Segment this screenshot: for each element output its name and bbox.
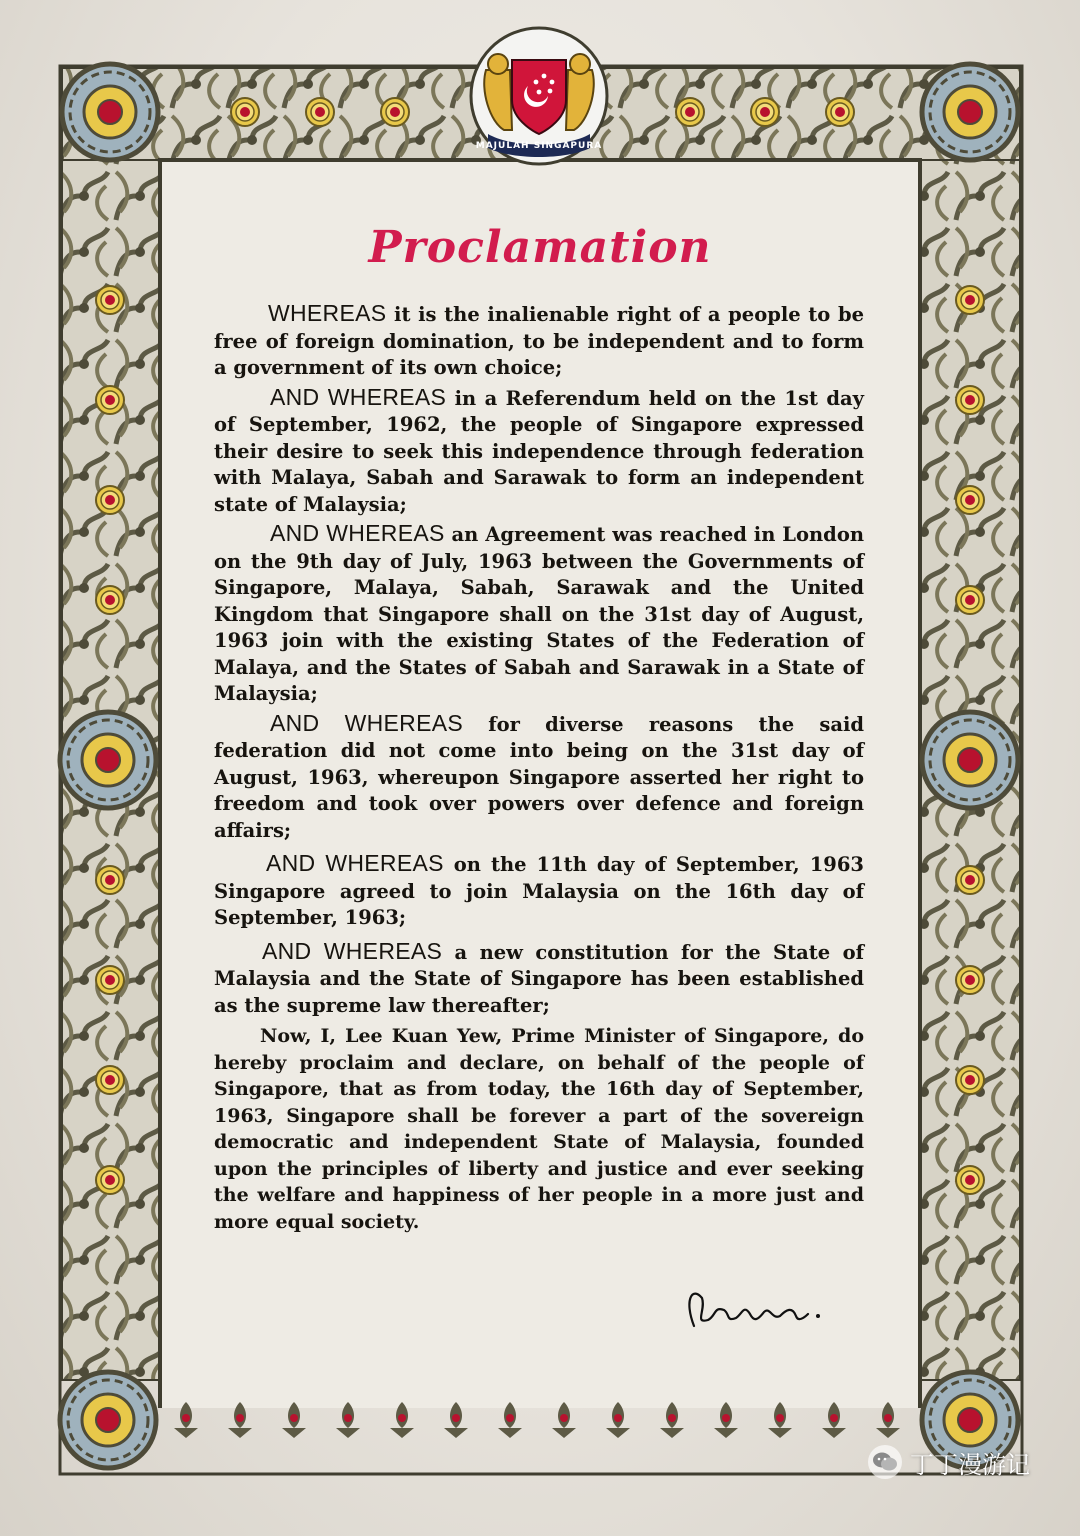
paragraph-body: a new constitution for the State of Malaysia and the State of Singapore has been established as the supreme law thereafter; [214, 940, 864, 1017]
paragraph-body: in a Referendum held on the 1st day of September, 1962, the people of Singapore expressed their desire to seek this independence through federation with Malaya, Sabah and Sarawak to form an independent state of Malaysia; [214, 386, 864, 516]
paragraph-body: an Agreement was reached in London on the 9th day of July, 1963 between the Governments of Singapore, Malaya, Sabah, Sarawak and the United Kingdom that Singapore shall on the 31st day of August, 1963 join with the existing States of the Federation of Malaya, and the States of Sabah and Sarawak in a State of Malaysia; [214, 523, 864, 705]
document-title: Proclamation [368, 222, 712, 273]
paragraph-body: it is the inalienable right of a people to be free of foreign domination, to be independent and to form a government of its own choice; [214, 303, 864, 379]
paragraph-lead: AND WHEREAS [270, 383, 447, 410]
paragraph-7 [214, 1023, 864, 1235]
paragraph-lead: AND WHEREAS [266, 850, 444, 876]
paragraph-body: on the 11th day of September, 1963 Singapore agreed to join Malaysia on the 16th day of September, 1963; [214, 853, 864, 929]
paragraph-6 [214, 938, 864, 1020]
paragraph-body: for diverse reasons the said federation did not come into being on the 31st day of August, 1963, whereupon Singapore asserted her right to freedom and took over powers over defence and foreign affairs; [214, 712, 864, 842]
paragraph-1 [214, 300, 864, 382]
paragraph-2 [214, 384, 864, 519]
coat-of-arms-emblem [472, 30, 606, 164]
signature [680, 1280, 830, 1340]
proclamation-text [214, 300, 864, 1235]
paragraph-body: Now, I, Lee Kuan Yew, Prime Minister of Singapore, do hereby proclaim and declare, on behalf of the people of Singapore, that as from today, the 16th day of September, 1963, Singapore shall be forever a part of the sovereign democratic and independent State of Malaysia, founded upon the principles of liberty and justice and ever seeking the welfare and happiness of her people in a more just and more equal society. [214, 1025, 864, 1233]
paragraph-lead: AND WHEREAS [262, 937, 443, 964]
watermark [868, 1440, 1030, 1484]
paragraph-5 [214, 850, 864, 932]
paragraph-4 [214, 710, 864, 845]
watermark-label: 丁丁漫游记 [910, 1450, 1030, 1479]
paragraph-lead: AND WHEREAS [270, 709, 463, 736]
wechat-icon [868, 1445, 902, 1479]
paragraph-lead: AND WHEREAS [270, 520, 445, 546]
emblem-motto: MAJULAH SINGAPURA [475, 141, 603, 151]
paragraph-3 [214, 520, 864, 708]
paragraph-lead: WHEREAS [268, 300, 387, 326]
